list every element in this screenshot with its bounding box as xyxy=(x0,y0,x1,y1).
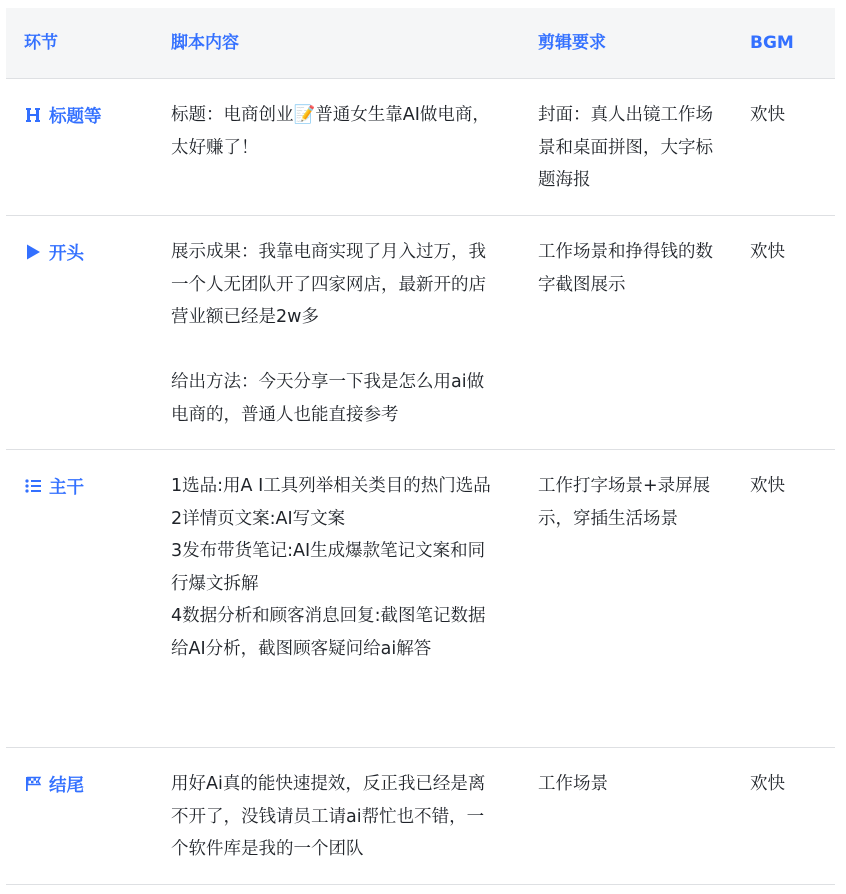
header-bgm: BGM xyxy=(750,33,794,53)
editing-cell xyxy=(538,216,750,449)
section-cell xyxy=(6,748,171,884)
bgm-cell: 欢快 xyxy=(750,242,785,262)
header-script: 脚本内容 xyxy=(171,33,239,53)
table-row xyxy=(6,79,835,216)
section-label: 主干 xyxy=(49,477,84,498)
section-cell xyxy=(6,216,171,449)
section-label: 标题等 xyxy=(49,106,102,127)
editing-cell xyxy=(538,450,750,747)
section-cell xyxy=(6,450,171,747)
heading-icon xyxy=(24,106,42,124)
section-label: 结尾 xyxy=(49,775,84,796)
header-section: 环节 xyxy=(24,33,58,53)
table-header xyxy=(6,8,835,79)
editing-text: 工作场景 xyxy=(538,774,608,794)
editing-text: 封面：真人出镜工作场景和桌面拼图，大字标题海报 xyxy=(538,105,713,190)
table-row xyxy=(6,748,835,885)
list-icon xyxy=(24,477,42,495)
checkered-flag-icon xyxy=(24,775,42,793)
script-text: 用好Ai真的能快速提效，反正我已经是离不开了，没钱请员工请ai帮忙也不错，一个软件库是我的一个团队 xyxy=(171,774,486,859)
editing-text: 工作打字场景+录屏展示，穿插生活场景 xyxy=(538,476,711,529)
bgm-cell: 欢快 xyxy=(750,105,785,125)
script-cell xyxy=(171,79,538,215)
table-row xyxy=(6,450,835,748)
section-cell xyxy=(6,79,171,215)
editing-cell xyxy=(538,79,750,215)
section-label: 开头 xyxy=(49,243,84,264)
editing-text: 工作场景和挣得钱的数字截图展示 xyxy=(538,242,713,295)
script-text: 标题：电商创业📝普通女生靠AI做电商，太好赚了！ xyxy=(171,105,490,158)
script-cell xyxy=(171,748,538,884)
script-text: 展示成果：我靠电商实现了月入过万，我一个人无团队开了四家网店，最新开的店营业额已经是2w多 给出方法：今天分享一下我是怎么用ai做电商的，普通人也能直接参考 xyxy=(171,242,486,425)
header-editing: 剪辑要求 xyxy=(538,33,606,53)
bgm-cell: 欢快 xyxy=(750,476,785,496)
script-text: 1选品:用A I工具列举相关类目的热门选品 2详情页文案:AI写文案 3发布带货笔记:AI生成爆款笔记文案和同行爆文拆解 4数据分析和顾客消息回复:截图笔记数据给AI分析，截图顾客疑问给ai解答 xyxy=(171,476,491,659)
script-cell xyxy=(171,450,538,747)
table-row xyxy=(6,216,835,450)
bgm-cell: 欢快 xyxy=(750,774,785,794)
script-table xyxy=(6,8,835,885)
editing-cell xyxy=(538,748,750,884)
play-icon xyxy=(24,243,42,261)
script-cell xyxy=(171,216,538,449)
